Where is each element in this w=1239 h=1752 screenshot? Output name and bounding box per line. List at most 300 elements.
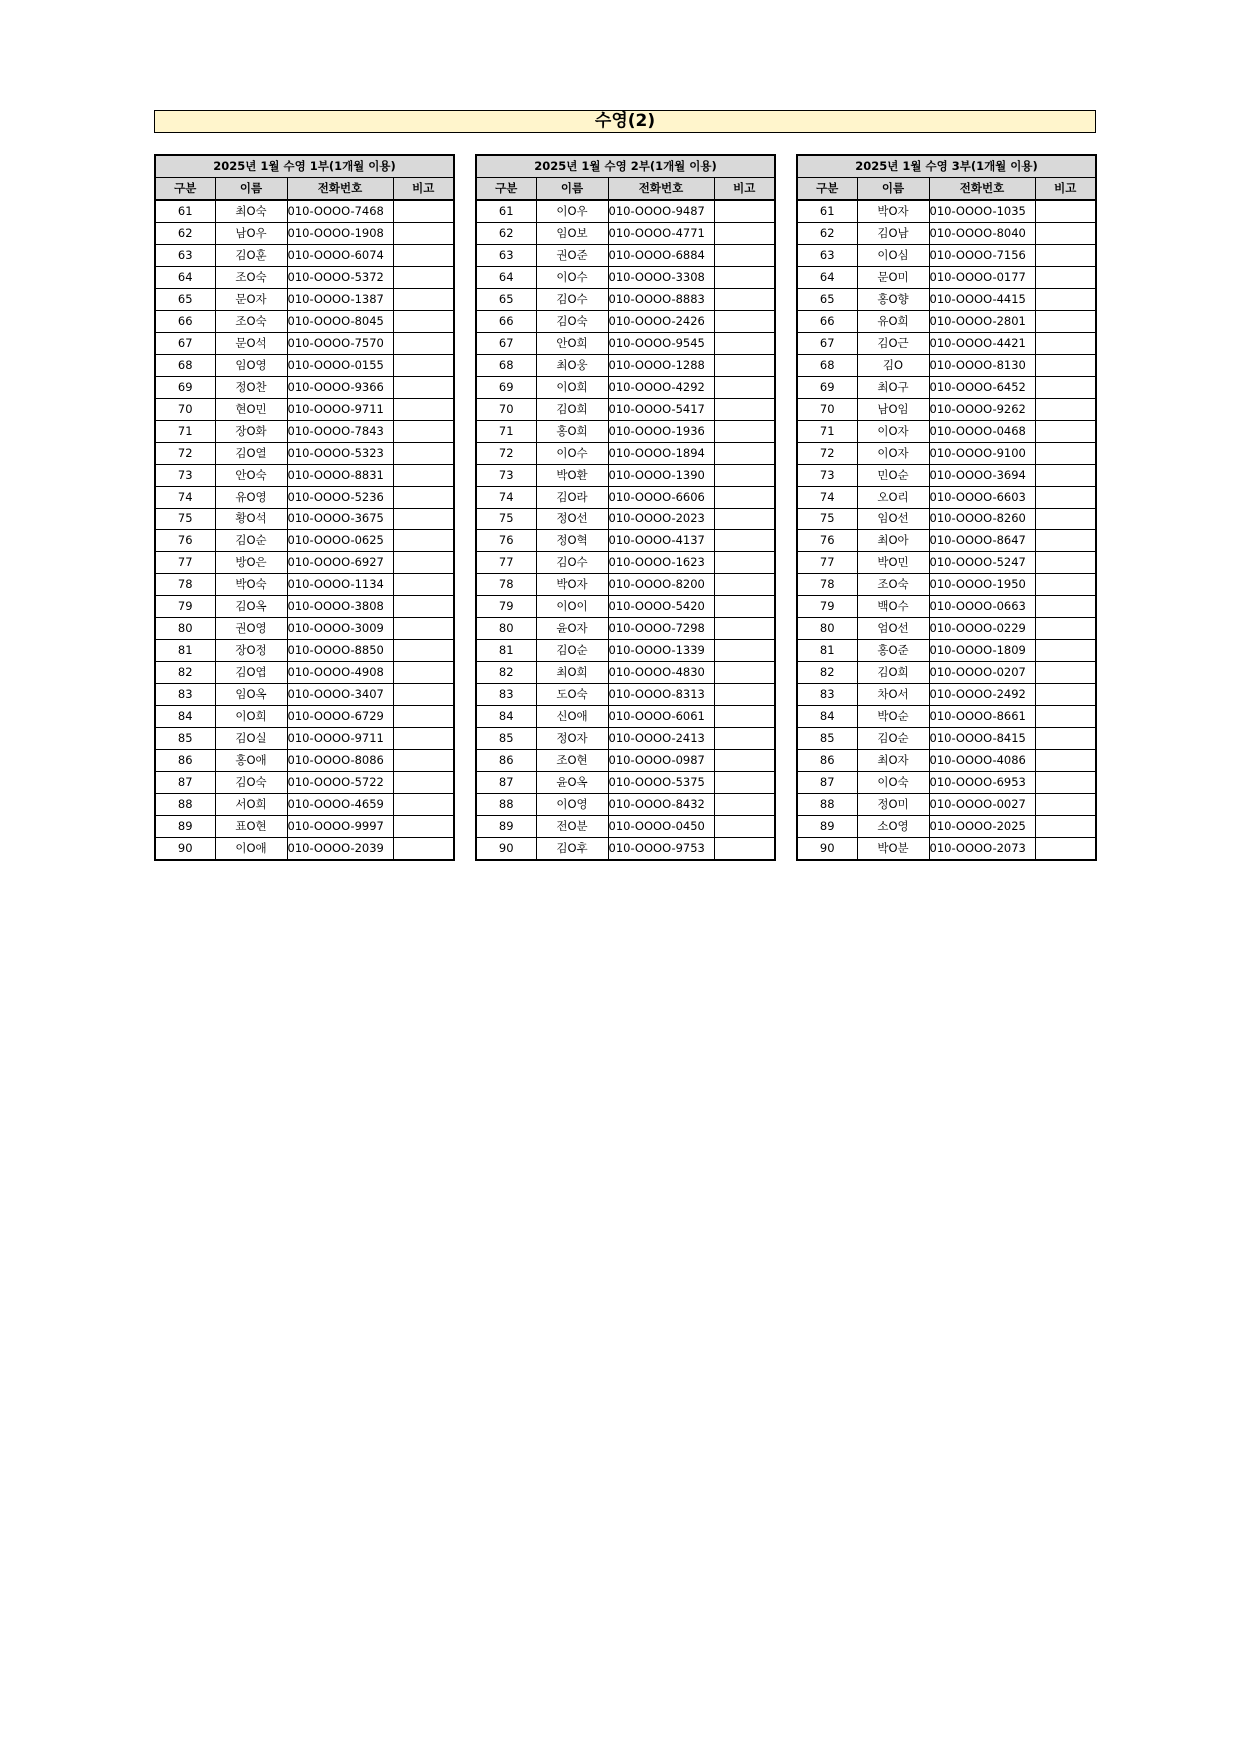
member-name: 김O남 [857,222,929,244]
table-row [476,816,775,838]
table-row [797,684,1096,706]
table-row [476,332,775,354]
phone-number: 010-OOOO-4771 [608,222,714,244]
table-row [155,398,454,420]
row-number: 73 [155,464,215,486]
member-name: 조O숙 [215,266,287,288]
note-cell [393,552,454,574]
phone-number: 010-OOOO-5323 [287,442,393,464]
phone-number: 010-OOOO-5247 [929,552,1035,574]
note-cell [1035,596,1096,618]
phone-number: 010-OOOO-0468 [929,420,1035,442]
phone-number: 010-OOOO-8040 [929,222,1035,244]
column-header-phone: 전화번호 [929,177,1035,199]
row-number: 70 [155,398,215,420]
phone-number: 010-OOOO-8647 [929,530,1035,552]
table-row [797,552,1096,574]
phone-number: 010-OOOO-2023 [608,508,714,530]
member-name: 박O민 [857,552,929,574]
row-number: 83 [476,684,536,706]
table-row [476,574,775,596]
member-name: 이O희 [536,376,608,398]
row-number: 62 [476,222,536,244]
note-cell [1035,552,1096,574]
member-name: 박O순 [857,706,929,728]
row-number: 65 [797,288,857,310]
phone-number: 010-OOOO-4908 [287,662,393,684]
phone-number: 010-OOOO-6452 [929,376,1035,398]
row-number: 61 [155,200,215,222]
note-cell [1035,244,1096,266]
member-name: 이O심 [857,244,929,266]
table-row [155,552,454,574]
table-row [797,354,1096,376]
row-number: 66 [155,310,215,332]
note-cell [714,332,775,354]
column-header-note: 비고 [714,177,775,199]
table-row [797,266,1096,288]
member-name: 최O자 [857,750,929,772]
member-name: 권O영 [215,618,287,640]
note-cell [714,552,775,574]
member-name: 이O숙 [857,772,929,794]
table-row [797,530,1096,552]
table-row [155,332,454,354]
row-number: 63 [797,244,857,266]
member-name: 윤O옥 [536,772,608,794]
row-number: 82 [155,662,215,684]
member-name: 박O환 [536,464,608,486]
note-cell [714,420,775,442]
member-name: 임O영 [215,354,287,376]
table-row [476,684,775,706]
phone-number: 010-OOOO-2073 [929,838,1035,860]
note-cell [1035,420,1096,442]
row-number: 89 [155,816,215,838]
table-row [476,618,775,640]
row-number: 61 [797,200,857,222]
member-name: 신O애 [536,706,608,728]
member-name: 김O옥 [215,596,287,618]
note-cell [1035,354,1096,376]
note-cell [1035,530,1096,552]
member-name: 조O숙 [215,310,287,332]
table-row [155,508,454,530]
note-cell [393,310,454,332]
table-row [476,640,775,662]
row-number: 78 [476,574,536,596]
phone-number: 010-OOOO-2801 [929,310,1035,332]
phone-number: 010-OOOO-8415 [929,728,1035,750]
table-row [155,266,454,288]
member-name: 김O순 [215,530,287,552]
row-number: 77 [797,552,857,574]
member-name: 홍O희 [536,420,608,442]
member-name: 김O희 [857,662,929,684]
member-name: 임O옥 [215,684,287,706]
member-name: 문O미 [857,266,929,288]
table-row [476,750,775,772]
note-cell [1035,508,1096,530]
phone-number: 010-OOOO-3407 [287,684,393,706]
row-number: 80 [797,618,857,640]
table-row [797,640,1096,662]
note-cell [393,728,454,750]
phone-number: 010-OOOO-9262 [929,398,1035,420]
table-title: 2025년 1월 수영 1부(1개월 이용) [155,155,454,177]
note-cell [714,288,775,310]
note-cell [393,640,454,662]
table-row [155,640,454,662]
member-name: 유O희 [857,310,929,332]
table-row [797,200,1096,222]
column-header-name: 이름 [215,177,287,199]
column-header-note: 비고 [1035,177,1096,199]
table-row [155,464,454,486]
table-row [797,794,1096,816]
note-cell [393,706,454,728]
note-cell [1035,838,1096,860]
phone-number: 010-OOOO-6606 [608,486,714,508]
row-number: 79 [797,596,857,618]
column-header-note: 비고 [393,177,454,199]
phone-number: 010-OOOO-3009 [287,618,393,640]
phone-number: 010-OOOO-8831 [287,464,393,486]
table-row [797,508,1096,530]
table-row [155,684,454,706]
note-cell [393,442,454,464]
phone-number: 010-OOOO-4415 [929,288,1035,310]
member-name: 방O은 [215,552,287,574]
row-number: 61 [476,200,536,222]
row-number: 67 [476,332,536,354]
row-number: 64 [797,266,857,288]
table-row [476,200,775,222]
column-header-no: 구분 [155,177,215,199]
phone-number: 010-OOOO-5375 [608,772,714,794]
phone-number: 010-OOOO-1950 [929,574,1035,596]
phone-number: 010-OOOO-3808 [287,596,393,618]
phone-number: 010-OOOO-9711 [287,728,393,750]
note-cell [714,310,775,332]
note-cell [1035,618,1096,640]
phone-number: 010-OOOO-1908 [287,222,393,244]
row-number: 71 [797,420,857,442]
member-name: 김O엽 [215,662,287,684]
member-name: 남O우 [215,222,287,244]
table-row [155,310,454,332]
phone-number: 010-OOOO-8130 [929,354,1035,376]
table-row [797,706,1096,728]
column-header-name: 이름 [857,177,929,199]
table-row [155,486,454,508]
member-name: 문O자 [215,288,287,310]
member-name: 최O아 [857,530,929,552]
row-number: 84 [155,706,215,728]
table-row [797,816,1096,838]
phone-number: 010-OOOO-8850 [287,640,393,662]
note-cell [393,596,454,618]
note-cell [393,816,454,838]
table-row [155,530,454,552]
phone-number: 010-OOOO-5420 [608,596,714,618]
note-cell [393,332,454,354]
row-number: 63 [155,244,215,266]
note-cell [714,618,775,640]
note-cell [393,200,454,222]
member-name: 정O미 [857,794,929,816]
note-cell [1035,222,1096,244]
phone-number: 010-OOOO-4830 [608,662,714,684]
phone-number: 010-OOOO-8260 [929,508,1035,530]
table-row [155,728,454,750]
table-row [797,310,1096,332]
phone-number: 010-OOOO-0207 [929,662,1035,684]
phone-number: 010-OOOO-9545 [608,332,714,354]
row-number: 88 [155,794,215,816]
phone-number: 010-OOOO-0987 [608,750,714,772]
member-name: 이O희 [215,706,287,728]
row-number: 85 [476,728,536,750]
member-name: 유O영 [215,486,287,508]
note-cell [714,706,775,728]
table-row [155,706,454,728]
note-cell [714,684,775,706]
note-cell [1035,200,1096,222]
phone-number: 010-OOOO-8200 [608,574,714,596]
note-cell [1035,728,1096,750]
table-row [476,728,775,750]
table-row [476,310,775,332]
member-name: 최O희 [536,662,608,684]
row-number: 66 [476,310,536,332]
note-cell [714,266,775,288]
note-cell [714,200,775,222]
row-number: 72 [476,442,536,464]
phone-number: 010-OOOO-6061 [608,706,714,728]
row-number: 86 [476,750,536,772]
table-row [155,772,454,794]
page-title: 수영(2) [154,110,1096,133]
note-cell [393,618,454,640]
row-number: 88 [476,794,536,816]
phone-number: 010-OOOO-2413 [608,728,714,750]
table-row [476,508,775,530]
table-row [155,574,454,596]
table-row [476,552,775,574]
member-name: 홍O향 [857,288,929,310]
row-number: 75 [797,508,857,530]
member-name: 안O희 [536,332,608,354]
member-name: 안O숙 [215,464,287,486]
row-number: 80 [155,618,215,640]
member-name: 백O수 [857,596,929,618]
row-number: 84 [797,706,857,728]
table-title: 2025년 1월 수영 2부(1개월 이용) [476,155,775,177]
phone-number: 010-OOOO-5417 [608,398,714,420]
phone-number: 010-OOOO-2039 [287,838,393,860]
row-number: 73 [476,464,536,486]
phone-number: 010-OOOO-5236 [287,486,393,508]
phone-number: 010-OOOO-1339 [608,640,714,662]
note-cell [714,728,775,750]
row-number: 82 [476,662,536,684]
note-cell [393,662,454,684]
row-number: 78 [797,574,857,596]
note-cell [393,750,454,772]
member-name: 박O숙 [215,574,287,596]
phone-number: 010-OOOO-3308 [608,266,714,288]
row-number: 62 [797,222,857,244]
row-number: 68 [476,354,536,376]
note-cell [393,420,454,442]
table-row [155,354,454,376]
table-row [476,838,775,860]
row-number: 83 [797,684,857,706]
member-name: 표O현 [215,816,287,838]
phone-number: 010-OOOO-9753 [608,838,714,860]
row-number: 76 [155,530,215,552]
note-cell [1035,398,1096,420]
table-row [476,398,775,420]
note-cell [393,376,454,398]
phone-number: 010-OOOO-0155 [287,354,393,376]
phone-number: 010-OOOO-6927 [287,552,393,574]
row-number: 73 [797,464,857,486]
table-row [155,618,454,640]
row-number: 72 [155,442,215,464]
table-row [797,838,1096,860]
member-name: 서O희 [215,794,287,816]
phone-number: 010-OOOO-1134 [287,574,393,596]
note-cell [393,288,454,310]
phone-number: 010-OOOO-9366 [287,376,393,398]
phone-number: 010-OOOO-2025 [929,816,1035,838]
note-cell [393,794,454,816]
member-name: 민O순 [857,464,929,486]
note-cell [714,640,775,662]
table-row [155,442,454,464]
note-cell [1035,662,1096,684]
table-row [155,200,454,222]
table-row [797,376,1096,398]
member-name: 조O현 [536,750,608,772]
member-name: 김O숙 [215,772,287,794]
table-row [476,266,775,288]
table-row [155,376,454,398]
member-name: 이O우 [536,200,608,222]
note-cell [393,838,454,860]
member-name: 이O영 [536,794,608,816]
phone-number: 010-OOOO-2492 [929,684,1035,706]
member-name: 권O준 [536,244,608,266]
column-header-name: 이름 [536,177,608,199]
note-cell [1035,486,1096,508]
note-cell [393,266,454,288]
member-name: 김O희 [536,398,608,420]
note-cell [393,508,454,530]
row-number: 81 [797,640,857,662]
row-number: 70 [476,398,536,420]
member-name: 김O열 [215,442,287,464]
table-row [155,794,454,816]
phone-number: 010-OOOO-7843 [287,420,393,442]
note-cell [1035,574,1096,596]
phone-number: 010-OOOO-3694 [929,464,1035,486]
row-number: 89 [476,816,536,838]
member-name: 이O자 [857,442,929,464]
column-header-no: 구분 [476,177,536,199]
table-row [797,332,1096,354]
roster-table-session-3 [796,154,1097,861]
table-row [476,288,775,310]
member-name: 정O선 [536,508,608,530]
row-number: 87 [155,772,215,794]
phone-number: 010-OOOO-8086 [287,750,393,772]
column-header-no: 구분 [797,177,857,199]
table-row [476,530,775,552]
phone-number: 010-OOOO-0229 [929,618,1035,640]
member-name: 김O라 [536,486,608,508]
row-number: 77 [155,552,215,574]
row-number: 74 [476,486,536,508]
note-cell [714,398,775,420]
phone-number: 010-OOOO-0450 [608,816,714,838]
note-cell [714,222,775,244]
member-name: 김O훈 [215,244,287,266]
phone-number: 010-OOOO-0177 [929,266,1035,288]
member-name: 정O자 [536,728,608,750]
table-row [797,596,1096,618]
row-number: 69 [476,376,536,398]
row-number: 90 [797,838,857,860]
member-name: 김O수 [536,288,608,310]
table-row [155,816,454,838]
row-number: 75 [155,508,215,530]
table-row [797,420,1096,442]
note-cell [1035,640,1096,662]
note-cell [714,464,775,486]
member-name: 현O민 [215,398,287,420]
member-name: 이O애 [215,838,287,860]
member-name: 문O석 [215,332,287,354]
row-number: 90 [476,838,536,860]
member-name: 김O [857,354,929,376]
row-number: 67 [155,332,215,354]
member-name: 차O서 [857,684,929,706]
table-row [476,794,775,816]
note-cell [714,376,775,398]
row-number: 85 [155,728,215,750]
member-name: 김O순 [536,640,608,662]
phone-number: 010-OOOO-1809 [929,640,1035,662]
phone-number: 010-OOOO-6074 [287,244,393,266]
note-cell [1035,266,1096,288]
table-row [797,662,1096,684]
note-cell [1035,464,1096,486]
table-row [155,288,454,310]
note-cell [714,244,775,266]
member-name: 정O찬 [215,376,287,398]
note-cell [1035,288,1096,310]
note-cell [393,574,454,596]
member-name: 이O수 [536,266,608,288]
member-name: 박O자 [857,200,929,222]
row-number: 65 [476,288,536,310]
member-name: 김O후 [536,838,608,860]
row-number: 83 [155,684,215,706]
member-name: 최O숙 [215,200,287,222]
